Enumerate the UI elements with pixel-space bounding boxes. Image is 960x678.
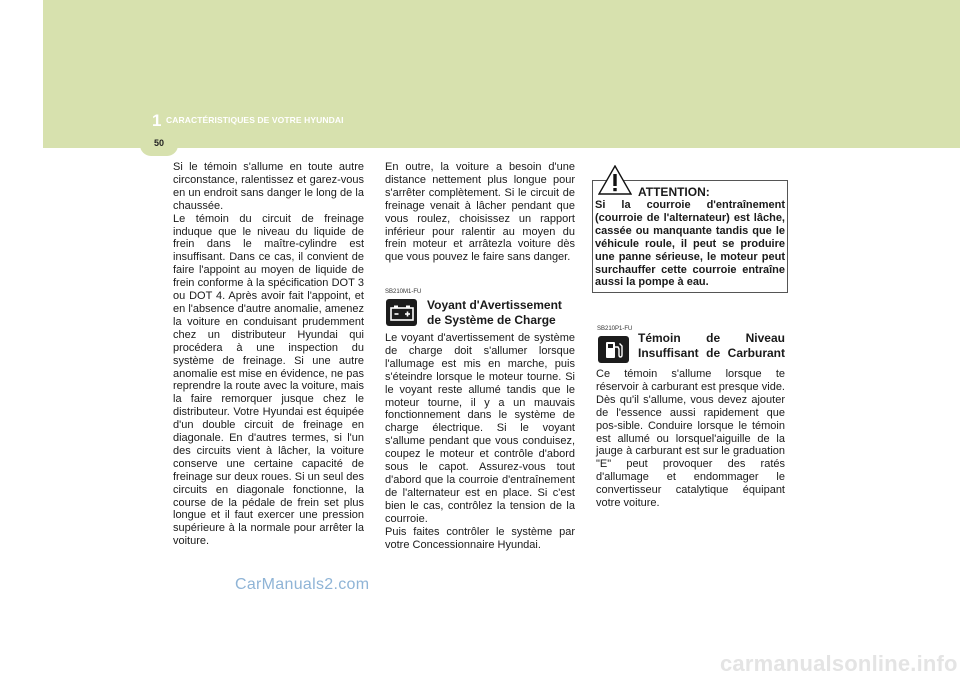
chapter-title: CARACTÉRISTIQUES DE VOTRE HYUNDAI (166, 115, 344, 125)
header-band (43, 0, 960, 148)
col1-paragraph-2: Le témoin du circuit de freinage induque que le niveau du liquide de frein dans le maître-cylindre est insuffisant. Dans ce cas, il convient de faire l'appoint au moyen de liquide de frein conforme à la spécification DOT 3 ou DOT 4. Après avoir fait l'appoint, et en l'absence d'autre anomalie, amenez la voiture en conduisant prudemment chez un distributeur Hyundai qui procédera à une inspection du système de freinage. Si une autre anomalie est mise en évidence, ne pas reprendre la route avec la voiture, mais la faire remorquer jusque chez le distributeur. Votre Hyundai est équipée d'un double circuit de freinage en diagonale. En d'autres termes, si l'un des circuits vient à lâcher, la voiture conserve une certaine capacité de freinage sur deux roues. Si un seul des circuits en diagonale fonctionne, la course de la pédale de frein set plus longue et il faut exercer une pression supérieure à la normale pour arrêter la voiture. (173, 212, 364, 548)
col3-section-title (638, 331, 785, 361)
col3-section-title-text: Témoin de Niveau Insuffisant de Carburant (638, 331, 785, 360)
col1-paragraph-1: Si le témoin s'allume en toute autre circonstance, ralentissez et garez-vous en un endroit sans danger le long de la chaussée. (173, 161, 364, 212)
warning-triangle-icon (598, 165, 632, 200)
col3-paragraph-1: Ce témoin s'allume lorsque te réservoir à carburant est presque vide. Dès qu'il s'allume, vous devez ajouter de l'essence aussi rapidement que pos-sible. Conduire lorsque le témoin est allumé ou lorsquel'aiguille de la jauge à carburant est sur le graduation "E" peut provoquer des ratés d'allumage et endommager le convertisseur catalytique équipant votre voiture. (596, 368, 785, 510)
fuel-pump-icon (598, 336, 629, 363)
warning-text: Si la courroie d'entraînement (courroie de l'alternateur) est lâche, cassée ou manquante tandis que le véhicule roule, il peut se produire une panne sérieuse, le moteur peut surchauffer cette courroie entraîne aussi la pompe à eau. (595, 199, 785, 289)
carmanuals-watermark: CarManuals2.com (235, 576, 370, 593)
chapter-number: 1 (152, 111, 162, 130)
col2-section-code: SB210M1-FU (385, 289, 422, 295)
warning-title: ATTENTION: (638, 185, 710, 199)
col2-intro: En outre, la voiture a besoin d'une distance nettement plus longue pour s'arrêter complètement. Si le circuit de freinage venait à lâcher pendant que vous roulez, choisissez un rapport inférieur pour ralentir au moyen du frein moteur et arrâtezla voiture dès que vous pouvez le faire sans danger. (385, 161, 575, 264)
col2-section-title: Voyant d'Avertissement de Système de Charge (427, 298, 562, 327)
col2-paragraph-1: Le voyant d'avertissement de système de charge doit s'allumer lorsque l'allumage est mis en marche, puis s'éteindre lorsque le moteur tourne. Si le voyant reste allumé tandis que le moteur tourne, il y a un mauvais fonctionnement dans le système de charge électrique. Si le voyant s'allume pendant que vous conduisez, coupez le moteur et contrôle d'abord sous le capot. Assurez-vous tout d'abord que la courroie d'entraînement de l'alternateur est en place. Si c'est bien le cas, contrôlez la tension de la courroie. (385, 332, 575, 525)
col2-body (385, 332, 575, 551)
col2-paragraph-2: Puis faites contrôler le système par votre Concessionnaire Hyundai. (385, 525, 575, 551)
battery-icon (386, 299, 417, 326)
site-watermark: carmanualsonline.info (720, 651, 958, 676)
col3-section-code: SB210P1-FU (597, 326, 633, 332)
column-1 (173, 161, 364, 548)
page-number: 50 (153, 138, 164, 148)
